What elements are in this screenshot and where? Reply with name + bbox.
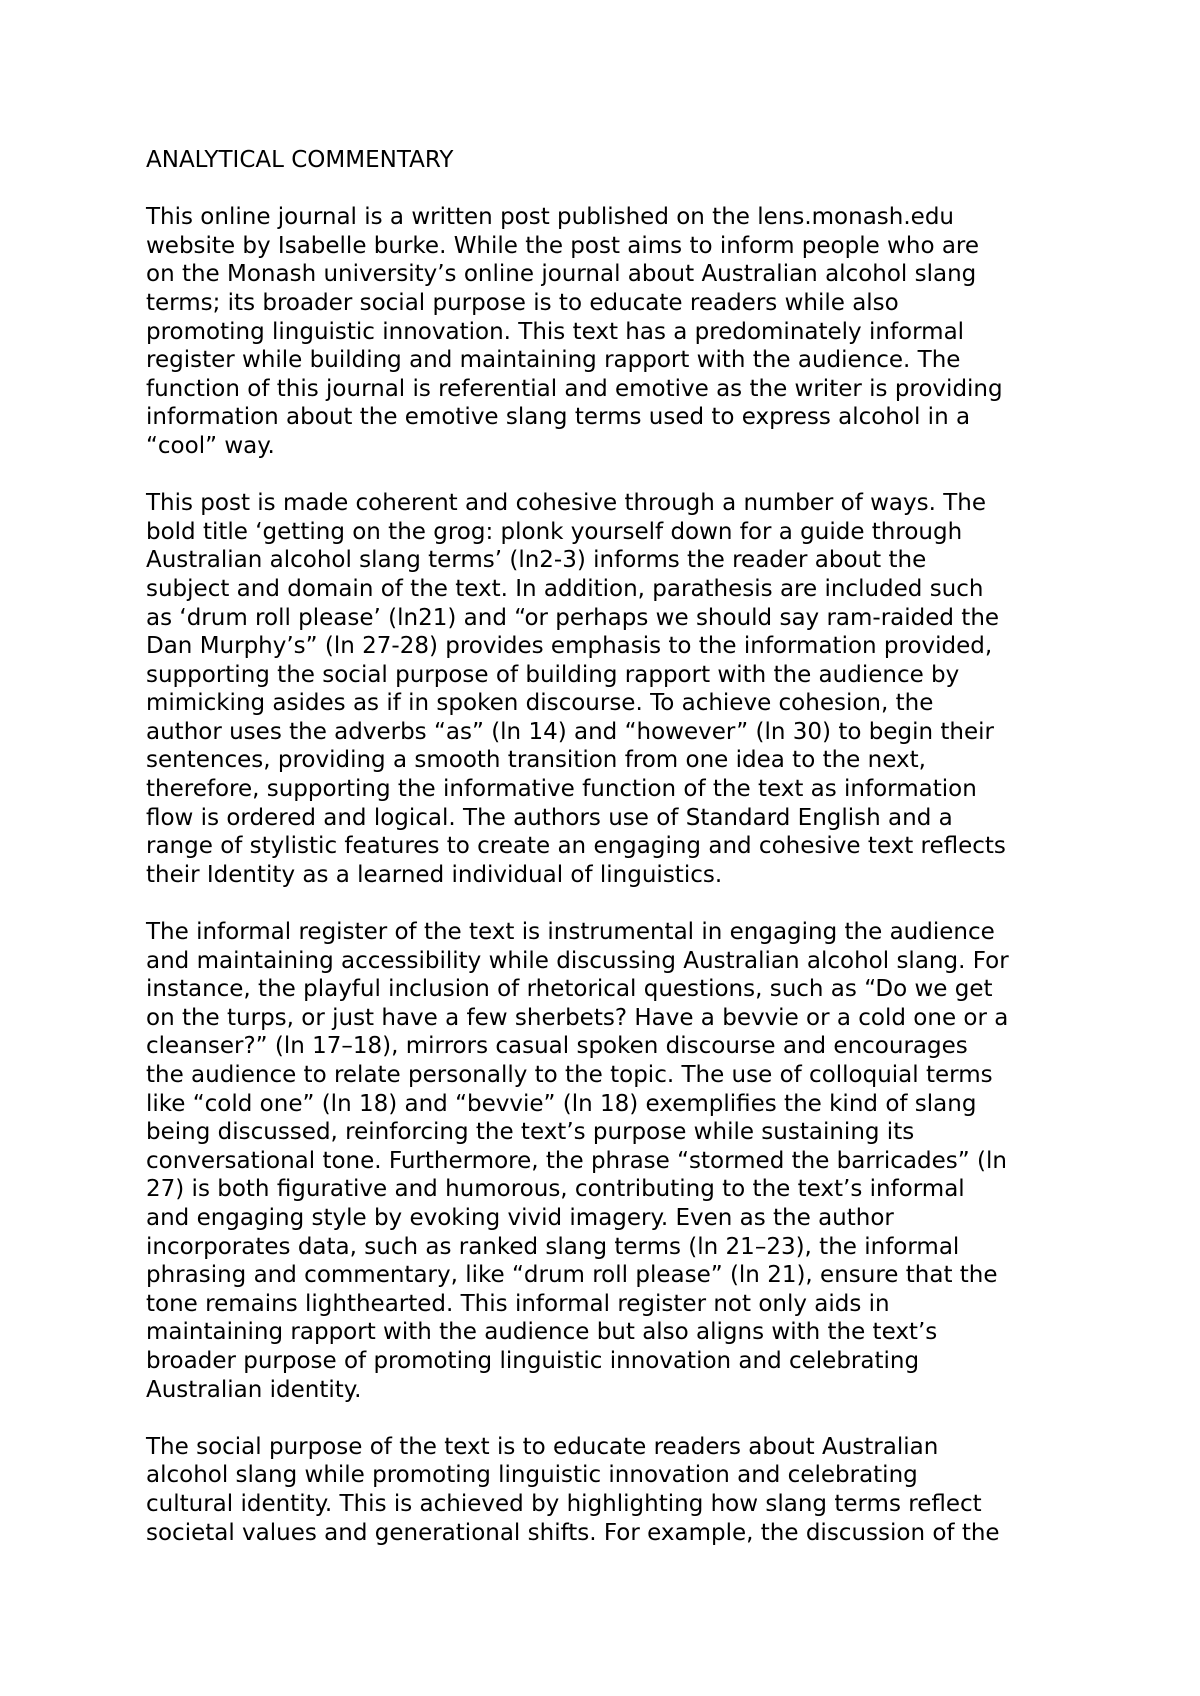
paragraph-coherence-cohesion: This post is made coherent and cohesive through a number of ways. The bold title ‘getting on the grog: plonk yourself down for a guide through Australian alcohol slang terms’ (ln2-3) informs the reader about the subject and domain of the text. In addition, parathesis are included such as ‘drum roll please’ (ln21) and “or perhaps we should say ram-raided the Dan Murphy’s” (ln 27-28) provides emphasis to the information provided, supporting the social purpose of building rapport with the audience by mimicking asides as if in spoken discourse. To achieve cohesion, the author uses the adverbs “as” (ln 14) and “however” (ln 30) to begin their sentences, providing a smooth transition from one idea to the next, therefore, supporting the informative function of the text as information flow is ordered and logical. The authors use of Standard English and a range of stylistic features to create an engaging and cohesive text reflects their Identity as a learned individual of linguistics.: [146, 490, 1006, 888]
document-heading: ANALYTICAL COMMENTARY: [146, 147, 454, 173]
paragraph-introduction: This online journal is a written post published on the lens.monash.edu website by Isabelle burke. While the post aims to inform people who are on the Monash university’s online journal about Australian alcohol slang terms; its broader social purpose is to educate readers while also promoting linguistic innovation. This text has a predominately informal register while building and maintaining rapport with the audience. The function of this journal is referential and emotive as the writer is providing information about the emotive slang terms used to express alcohol in a “cool” way.: [146, 204, 1003, 459]
paragraph-social-purpose: The social purpose of the text is to educate readers about Australian alcohol slang while promoting linguistic innovation and celebrating cultural identity. This is achieved by highlighting how slang terms reflect societal values and generational shifts. For example, the discussion of the: [146, 1433, 1000, 1546]
paragraph-informal-register: The informal register of the text is instrumental in engaging the audience and maintaining accessibility while discussing Australian alcohol slang. For instance, the playful inclusion of rhetorical questions, such as “Do we get on the turps, or just have a few sherbets? Have a bevvie or a cold one or a cleanser?” (ln 17–18), mirrors casual spoken discourse and encourages the audience to relate personally to the topic. The use of colloquial terms like “cold one” (ln 18) and “bevvie” (ln 18) exemplifies the kind of slang being discussed, reinforcing the text’s purpose while sustaining its conversational tone. Furthermore, the phrase “stormed the barricades” (ln 27) is both figurative and humorous, contributing to the text’s informal and engaging style by evoking vivid imagery. Even as the author incorporates data, such as ranked slang terms (ln 21–23), the informal phrasing and commentary, like “drum roll please” (ln 21), ensure that the tone remains lighthearted. This informal register not only aids in maintaining rapport with the audience but also aligns with the text’s broader purpose of promoting linguistic innovation and celebrating Australian identity.: [146, 919, 1009, 1403]
